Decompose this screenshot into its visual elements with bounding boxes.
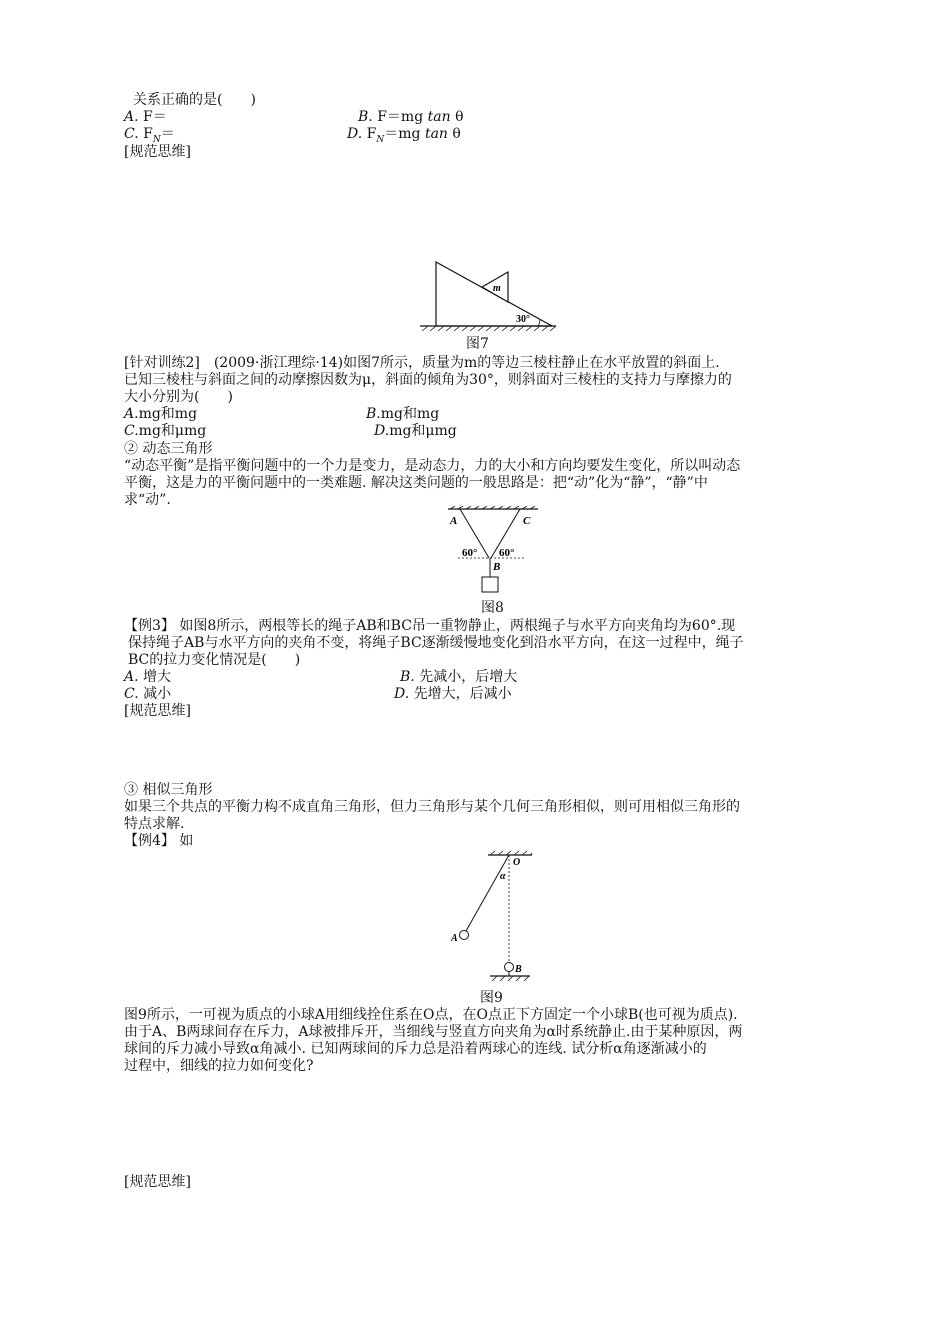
option-text: 先减小，后增大 (419, 669, 518, 685)
example-3-line3: BC的拉力变化情况是( ) (128, 652, 301, 668)
label-o: O (513, 857, 521, 868)
figure-7-caption: 图7 (466, 336, 489, 352)
example-4-line2: 由于A、B两球间存在斥力，A球被排斥开，当细线与竖直方向夹角为α时系统静止.由于某种原因，两 (124, 1024, 743, 1040)
paragraph-line: 如果三个共点的平衡力构不成直角三角形，但力三角形与某个几何三角形相似，则可用相似三角形的 (124, 799, 740, 815)
angle-right: 60° (499, 547, 515, 559)
option-text: F (366, 126, 377, 142)
option-text: F (143, 126, 153, 142)
option-letter: A. (124, 669, 139, 685)
option-text: 先增大，后减小 (413, 686, 512, 702)
paragraph-line: 特点求解. (124, 816, 185, 832)
option-text-tail: ＝ (160, 126, 175, 142)
option-a (124, 669, 171, 686)
label-alpha: α (500, 871, 506, 882)
option-d (347, 126, 461, 149)
example-4-line4: 过程中，细线的拉力如何变化? (124, 1058, 314, 1074)
angle-left: 60° (462, 547, 478, 559)
subscript: N (152, 134, 161, 145)
paragraph-line: 平衡，这是力的平衡问题中的一类难题. 解决这类问题的一般思路是：把“动”化为“静”，“静”中 (124, 475, 708, 491)
angle-arc (538, 319, 540, 326)
label-b: B (515, 964, 522, 975)
function-name: tan (427, 109, 451, 125)
training-2-line3: 大小分别为( ) (124, 389, 233, 405)
training-2-line2: 已知三棱柱与斜面之间的动摩擦因数为μ，斜面的倾角为30°，则斜面对三棱柱的支持力与摩擦力的 (124, 372, 732, 388)
ground-hatch (422, 326, 556, 331)
option-text: F＝mg (377, 109, 424, 125)
ball-a (460, 931, 469, 940)
option-text: mg和μmg (389, 423, 457, 439)
symbol: θ (452, 126, 461, 142)
example-3-line2: 保持绳子AB与水平方向的夹角不变，将绳子BC逐渐缓慢地变化到沿水平方向，在这一过程中，绳子 (128, 635, 744, 651)
figure-7-incline (420, 258, 560, 332)
option-c (124, 686, 171, 703)
guide-label: [规范思维] (124, 144, 191, 160)
figure-9-pendulum (448, 845, 538, 987)
option-letter: D. (347, 126, 363, 142)
option-letter: A. (124, 109, 139, 125)
option-b (366, 406, 439, 423)
mass-label: m (493, 283, 501, 294)
figure-8-ropes (444, 506, 544, 598)
question-stem-tail: 关系正确的是( ) (133, 92, 256, 108)
example-4-line1: 图9所示，一可视为质点的小球A用细线拴住系在O点，在O点正下方固定一个小球B(也可视为质点). (124, 1007, 738, 1023)
subscript: N (376, 134, 385, 145)
option-letter: B. (358, 109, 373, 125)
option-a (124, 406, 197, 423)
label-c: C (523, 515, 531, 527)
paragraph-line: 求“动”. (124, 492, 171, 508)
option-d (374, 423, 457, 440)
option-text: 减小 (143, 686, 172, 702)
example-3-line1: 【例3】 如图8所示，两根等长的绳子AB和BC吊一重物静止，两根绳子与水平方向夹角均为60°.现 (124, 618, 736, 634)
example-4-line3: 球间的斥力减小导致α角减小. 已知两球间的斥力总是沿着两球心的连线. 试分析α角逐渐减小的 (124, 1041, 707, 1057)
option-text-mid: ＝mg (384, 126, 421, 142)
ball-b (505, 963, 514, 972)
option-text: mg和μmg (138, 423, 207, 439)
option-letter: D. (374, 423, 390, 439)
paragraph-line: “动态平衡”是指平衡问题中的一个力是变力，是动态力，力的大小和方向均要发生变化，所以叫动态 (124, 458, 741, 474)
option-text: 增大 (143, 669, 172, 685)
label-b: B (493, 561, 501, 573)
label-a: A (451, 933, 458, 944)
function-name: tan (424, 126, 448, 142)
thread (466, 855, 509, 931)
figure-9-caption: 图9 (480, 990, 503, 1006)
figure-8-caption: 图8 (481, 600, 504, 616)
option-letter: C. (124, 686, 139, 702)
option-letter: B. (400, 669, 415, 685)
symbol: θ (455, 109, 464, 125)
floor-hatch (492, 976, 529, 981)
option-letter: D. (394, 686, 410, 702)
option-text: mg和mg (138, 406, 198, 422)
option-text: mg和mg (380, 406, 440, 422)
guide-label: [规范思维] (124, 1174, 191, 1190)
angle-label: 30° (516, 314, 530, 325)
option-letter: B. (366, 406, 381, 422)
option-letter: A. (124, 406, 139, 422)
weight-box (482, 577, 498, 592)
option-letter: C. (124, 423, 139, 439)
example-4-intro: 【例4】 如 (124, 833, 194, 849)
training-2-line1: [针对训练2] (2009·浙江理综·14)如图7所示，质量为m的等边三棱柱静止在水平放置的斜面上. (124, 355, 720, 371)
option-letter: C. (124, 126, 139, 142)
section-heading: ② 动态三角形 (124, 441, 213, 457)
option-b (400, 669, 517, 686)
option-b (358, 109, 464, 126)
option-c (124, 423, 206, 440)
option-d (394, 686, 512, 703)
option-a (124, 109, 167, 126)
option-text: F＝ (143, 109, 167, 125)
guide-label: [规范思维] (124, 703, 191, 719)
section-heading: ③ 相似三角形 (124, 782, 213, 798)
label-a: A (450, 515, 458, 527)
